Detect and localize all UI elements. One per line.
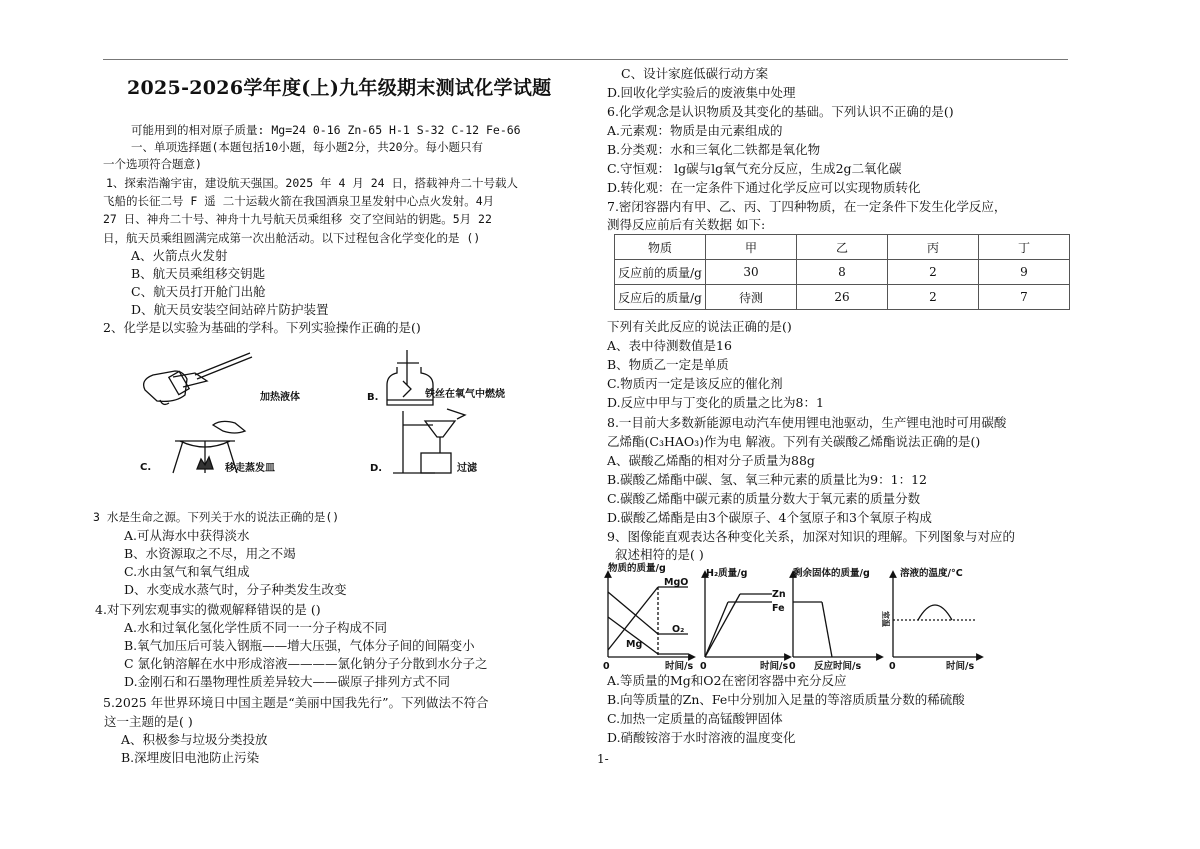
graph-a-origin: 0 (603, 661, 610, 672)
q2-letter-c: C. (140, 462, 152, 473)
table-cell: 7 (979, 285, 1070, 310)
graph-a-mg-label: Mg (626, 639, 643, 650)
graph-d (893, 574, 980, 657)
table-cell: 8 (797, 260, 888, 285)
q7-data-table (614, 234, 1070, 310)
q7-option-b: B、物质乙一定是单质 (607, 357, 729, 372)
q8-option-b: B.碳酸乙烯酯中碳、氢、氧三种元素的质量比为9：1：12 (607, 472, 927, 487)
q5-option-b: B.深埋废旧电池防止污染 (121, 750, 260, 765)
q9-option-b: B.向等质量的Zn、Fe中分别加入足量的等溶质质量分数的稀硫酸 (607, 692, 965, 707)
q5-option-c: C、设计家庭低碳行动方案 (621, 66, 769, 81)
table-cell: 2 (888, 260, 979, 285)
q2-letter-d: D. (370, 463, 383, 474)
q9-stem-2: 叙述相符的是( ) (615, 547, 704, 562)
q6-option-a: A.元素观：物质是由元素组成的 (607, 123, 783, 138)
q1-stem-4: 日，航天员乘组圆满完成第一次出舱活动。以下过程包含化学变化的是 () (103, 231, 481, 245)
q8-stem-2: 乙烯酯(C₃HAO₃)作为电 解液。下列有关碳酸乙烯酯说法正确的是() (607, 434, 981, 449)
table-header-cell: 乙 (797, 235, 888, 260)
table-cell: 待测 (706, 285, 797, 310)
graph-b-xlabel: 时间/s (760, 661, 789, 672)
q9-option-c: C.加热一定质量的高锰酸钾固体 (607, 711, 783, 726)
graph-b-fe-label: Fe (772, 603, 785, 614)
graph-c-origin: 0 (789, 661, 796, 672)
q8-option-d: D.碳酸乙烯酯是由3个碳原子、4个氢原子和3个氧原子构成 (607, 510, 932, 525)
q1-stem: 1、探索浩瀚宇宙，建设航天强国。2025 年 4 月 24 日，搭载神舟二十号载人 (106, 176, 519, 190)
q5-option-d: D.回收化学实验后的废液集中处理 (607, 85, 796, 100)
section-heading: 一、单项选择题(本题包括10小题，每小题2分，共20分。每小题只有 (131, 140, 484, 154)
q2-label-b: 铁丝在氧气中燃烧 (425, 389, 505, 400)
q1-option-d: D、航天员安装空间站碎片防护装置 (131, 302, 329, 317)
table-row (615, 285, 1070, 310)
table-cell: 26 (797, 285, 888, 310)
q1-option-a: A、火箭点火发射 (131, 248, 228, 263)
q3-option-b: B、水资源取之不尽，用之不竭 (124, 546, 296, 561)
graph-a-o2-label: O₂ (672, 624, 685, 635)
q8-option-c: C.碳酸乙烯酯中碳元素的质量分数大于氧元素的质量分数 (607, 491, 921, 506)
q3-option-d: D、水变成水蒸气时，分子种类发生改变 (124, 582, 347, 597)
table-header-cell: 甲 (706, 235, 797, 260)
q4-option-a: A.水和过氧化氢化学性质不同一一分子构成不同 (124, 620, 388, 635)
table-header-row (615, 235, 1070, 260)
q7-question: 下列有关此反应的说法正确的是() (607, 319, 792, 334)
graph-b-ylabel: H₂质量/g (706, 568, 748, 579)
q6-option-c: C.守恒观： lg碳与lg氧气充分反应，生成2g二氧化碳 (607, 161, 902, 176)
q2-label-a: 加热液体 (260, 392, 300, 403)
table-cell: 反应后的质量/g (615, 285, 706, 310)
table-header-cell: 物质 (615, 235, 706, 260)
q6-option-d: D.转化观：在一定条件下通过化学反应可以实现物质转化 (607, 180, 921, 195)
graph-a-xlabel: 时间/s (665, 661, 694, 672)
graph-b-origin: 0 (700, 661, 707, 672)
q2-lab-figure (135, 345, 505, 480)
q2-letter-b: B. (367, 392, 379, 403)
graph-c-ylabel: 剩余固体的质量/g (793, 568, 870, 579)
q5-stem-2: 这一主题的是( ) (104, 714, 193, 729)
top-rule (103, 59, 1068, 60)
q9-option-a: A.等质量的Mg和O2在密闭容器中充分反应 (607, 673, 847, 688)
graph-b-zn-label: Zn (772, 589, 786, 600)
q4-option-c: C 氯化钠溶解在水中形成溶液————氯化钠分子分散到水分子之 (124, 656, 488, 671)
q8-option-a: A、碳酸乙烯酯的相对分子质量为88g (607, 453, 815, 468)
table-cell: 9 (979, 260, 1070, 285)
q8-stem: 8.一目前大多数新能源电动汽车使用锂电池驱动，生产锂电池时可用碳酸 (607, 415, 1007, 430)
q4-stem: 4.对下列宏观事实的微观解释错误的是 () (95, 602, 321, 617)
q2-label-d: 过滤 (457, 463, 477, 474)
q7-option-d: D.反应中甲与丁变化的质量之比为8：1 (607, 395, 824, 410)
q6-option-b: B.分类观：水和三氧化二铁都是氧化物 (607, 142, 821, 157)
q9-option-d: D.硝酸铵溶于水时溶液的温度变化 (607, 730, 796, 745)
q7-option-c: C.物质丙一定是该反应的催化剂 (607, 376, 783, 391)
q3-option-a: A.可从海水中获得淡水 (124, 528, 250, 543)
table-cell: 30 (706, 260, 797, 285)
table-cell: 2 (888, 285, 979, 310)
table-header-cell: 丁 (979, 235, 1070, 260)
q9-stem: 9、图像能直观表达各种变化关系，加深对知识的理解。下列图象与对应的 (607, 529, 1015, 544)
q9-graphs (600, 562, 985, 674)
q1-stem-3: 27 日、神舟二十号、神舟十九号航天员乘组移 交了空间站的钥匙。5月 22 (103, 212, 492, 226)
graph-d-origin: 0 (889, 661, 896, 672)
q1-stem-2: 飞船的长征二号 F 遥 二十运载火箭在我国酒泉卫星发射中心点火发射。4月 (103, 194, 495, 208)
q5-stem: 5.2025 年世界环境日中国主题是“美丽中国我先行”。下列做法不符合 (103, 695, 489, 710)
q7-stem: 7.密闭容器内有甲、乙、丙、丁四种物质，在一定条件下发生化学反应， (607, 199, 1007, 214)
graph-c (793, 574, 880, 657)
graph-b (705, 574, 788, 657)
table-cell: 反应前的质量/g (615, 260, 706, 285)
q4-option-b: B.氧气加压后可装入钢瓶——增大压强，气体分子间的间隔变小 (124, 638, 475, 653)
graph-a-ylabel: 物质的质量/g (608, 563, 666, 574)
table-header-cell: 丙 (888, 235, 979, 260)
page-number: 1- (597, 752, 609, 766)
graph-a-mgo-label: MgO (664, 577, 689, 588)
graph-d-xlabel: 时间/s (946, 661, 975, 672)
q2-stem: 2、化学是以实验为基础的学科。下列实验操作正确的是() (103, 320, 421, 335)
q3-option-c: C.水由氢气和氧气组成 (124, 564, 250, 579)
q5-option-a: A、积极参与垃圾分类投放 (121, 732, 268, 747)
filtration-illustration (393, 409, 465, 473)
q3-stem: 3 水是生命之源。下列关于水的说法正确的是() (93, 510, 340, 524)
graph-d-room-label: 室温 (881, 611, 890, 627)
graph-d-ylabel: 溶液的温度/°C (900, 568, 963, 579)
graph-c-xlabel: 反应时间/s (814, 661, 862, 672)
q1-option-c: C、航天员打开舱门出舱 (131, 284, 266, 299)
q2-label-c: 移走蒸发皿 (225, 463, 275, 474)
q4-option-d: D.金刚石和石墨物理性质差异较大——碳原子排列方式不同 (124, 674, 451, 689)
q6-stem: 6.化学观念是认识物质及其变化的基础。下列认识不正确的是() (607, 104, 954, 119)
q1-option-b: B、航天员乘组移交钥匙 (131, 266, 266, 281)
page-title: 2025-2026学年度(上)九年级期末测试化学试题 (127, 77, 552, 99)
q7-option-a: A、表中待测数值是16 (607, 338, 732, 353)
atomic-mass-line: 可能用到的相对原子质量: Mg=24 0-16 Zn-65 H-1 S-32 C-12 Fe-66 (131, 123, 521, 137)
q7-stem-2: 测得反应前后有关数据 如下: (607, 217, 766, 232)
section-heading-cont: 一个选项符合题意) (103, 157, 202, 171)
table-row (615, 260, 1070, 285)
heating-liquid-illustration (144, 353, 252, 404)
